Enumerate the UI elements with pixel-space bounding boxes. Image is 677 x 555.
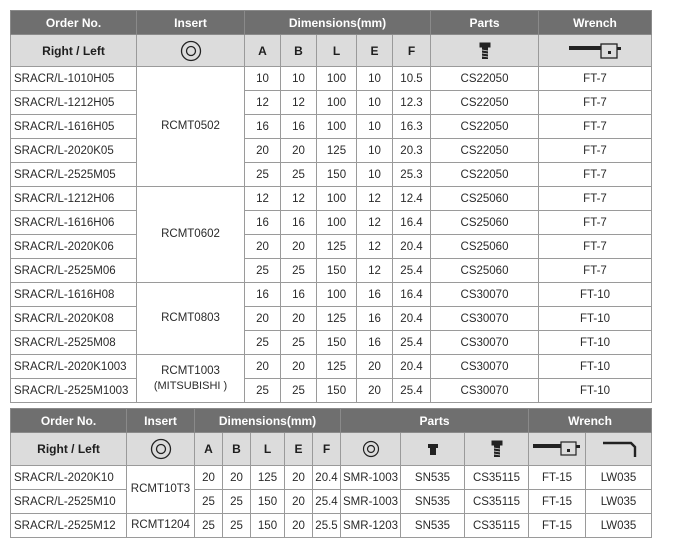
shim-icon-cell [341, 433, 401, 466]
dim-e-cell: 20 [357, 355, 393, 379]
dim-col-header: B [281, 35, 317, 67]
dim-a-cell: 20 [245, 307, 281, 331]
hex-key-cell: LW035 [586, 514, 652, 538]
dim-f-cell: 16.4 [393, 283, 431, 307]
wrench-cell: FT-10 [539, 283, 652, 307]
dim-e-cell: 12 [357, 259, 393, 283]
dim-f-cell: 25.4 [313, 490, 341, 514]
parts-cell: CS30070 [431, 307, 539, 331]
dim-e-cell: 10 [357, 67, 393, 91]
dim-b-cell: 25 [281, 331, 317, 355]
wrench-cell: FT-7 [539, 163, 652, 187]
dim-l-cell: 150 [317, 163, 357, 187]
dim-a-cell: 25 [245, 379, 281, 403]
wrench-cell: FT-7 [539, 67, 652, 91]
dim-f-cell: 20.4 [393, 307, 431, 331]
dim-col-header: A [195, 433, 223, 466]
wrench-cell: FT-7 [539, 211, 652, 235]
dim-f-cell: 20.3 [393, 139, 431, 163]
dimensions-header: Dimensions(mm) [195, 409, 341, 433]
dim-e-cell: 20 [357, 379, 393, 403]
table-row [11, 514, 652, 538]
tooling-spec-table [10, 10, 652, 403]
wrench-cell: FT-7 [539, 235, 652, 259]
insert-icon-cell [127, 433, 195, 466]
dim-l-cell: 125 [317, 235, 357, 259]
insert-cell [137, 187, 245, 283]
order-number-cell: SRACR/L-1212H05 [11, 91, 137, 115]
order-number-cell: SRACR/L-1616H06 [11, 211, 137, 235]
shim-screw-icon-cell [401, 433, 465, 466]
dim-e-cell: 10 [357, 139, 393, 163]
dim-col-header: F [393, 35, 431, 67]
wrench-header: Wrench [539, 11, 652, 35]
dim-l-cell: 125 [317, 355, 357, 379]
dim-l-cell: 150 [317, 379, 357, 403]
dim-b-cell: 25 [223, 490, 251, 514]
dim-b-cell: 20 [223, 466, 251, 490]
dim-l-cell: 100 [317, 211, 357, 235]
order-number-cell: SRACR/L-2525M1003 [11, 379, 137, 403]
dim-a-cell: 25 [195, 514, 223, 538]
dim-a-cell: 25 [245, 259, 281, 283]
shim-screw-cell: SN535 [401, 490, 465, 514]
insert-cell: RCMT10T3 [127, 466, 195, 514]
table-row [11, 307, 652, 331]
dim-e-cell: 12 [357, 235, 393, 259]
shim-cell: SMR-1203 [341, 514, 401, 538]
dim-f-cell: 25.3 [393, 163, 431, 187]
t-wrench-icon-cell [529, 433, 586, 466]
dim-a-cell: 20 [245, 355, 281, 379]
dim-f-cell: 20.4 [313, 466, 341, 490]
dim-l-cell: 100 [317, 187, 357, 211]
subheader-row [11, 35, 652, 67]
wrench-cell: FT-7 [539, 259, 652, 283]
header-row [11, 409, 652, 433]
dim-b-cell: 20 [281, 307, 317, 331]
shim-screw-cell: SN535 [401, 514, 465, 538]
dim-e-cell: 16 [357, 307, 393, 331]
dim-l-cell: 100 [317, 115, 357, 139]
dim-l-cell: 125 [317, 139, 357, 163]
dim-l-cell: 100 [317, 91, 357, 115]
dim-a-cell: 25 [245, 163, 281, 187]
insert-code: RCMT1003 [161, 364, 220, 377]
clamp-screw-cell: CS35115 [465, 490, 529, 514]
hex-key-icon [601, 440, 637, 458]
dim-col-header: L [317, 35, 357, 67]
dim-e-cell: 20 [285, 490, 313, 514]
dim-f-cell: 12.4 [393, 187, 431, 211]
clamp-screw-icon-cell [465, 433, 529, 466]
dim-col-header: E [357, 35, 393, 67]
t-wrench-cell: FT-15 [529, 466, 586, 490]
dim-l-cell: 100 [317, 283, 357, 307]
dim-b-cell: 12 [281, 91, 317, 115]
dim-b-cell: 16 [281, 211, 317, 235]
table-row [11, 379, 652, 403]
dim-f-cell: 12.3 [393, 91, 431, 115]
wrench-header: Wrench [529, 409, 652, 433]
header-row [11, 11, 652, 35]
dim-f-cell: 25.4 [393, 259, 431, 283]
dim-a-cell: 12 [245, 91, 281, 115]
parts-cell: CS25060 [431, 211, 539, 235]
dim-f-cell: 25.5 [313, 514, 341, 538]
dim-b-cell: 25 [281, 379, 317, 403]
dim-f-cell: 20.4 [393, 235, 431, 259]
dim-b-cell: 16 [281, 115, 317, 139]
dim-e-cell: 20 [285, 466, 313, 490]
order-number-cell: SRACR/L-2020K10 [11, 466, 127, 490]
dim-e-cell: 12 [357, 187, 393, 211]
dim-e-cell: 10 [357, 115, 393, 139]
hex-key-cell: LW035 [586, 466, 652, 490]
dim-b-cell: 16 [281, 283, 317, 307]
parts-cell: CS25060 [431, 235, 539, 259]
parts-cell: CS22050 [431, 115, 539, 139]
dim-col-header: F [313, 433, 341, 466]
dim-a-cell: 20 [245, 235, 281, 259]
order-no-header: Order No. [11, 409, 127, 433]
insert-code: RCMT0602 [161, 228, 220, 240]
order-number-cell: SRACR/L-2020K05 [11, 139, 137, 163]
shim-cell: SMR-1003 [341, 490, 401, 514]
wrench-cell: FT-7 [539, 187, 652, 211]
dim-e-cell: 12 [357, 211, 393, 235]
dimensions-header: Dimensions(mm) [245, 11, 431, 35]
order-no-header: Order No. [11, 11, 137, 35]
table-row [11, 67, 652, 91]
subheader-row [11, 433, 652, 466]
parts-cell: CS30070 [431, 379, 539, 403]
dim-l-cell: 150 [251, 490, 285, 514]
order-number-cell: SRACR/L-1010H05 [11, 67, 137, 91]
dim-col-header: L [251, 433, 285, 466]
insert-circle-icon [180, 40, 202, 62]
dim-a-cell: 16 [245, 115, 281, 139]
dim-f-cell: 20.4 [393, 355, 431, 379]
order-number-cell: SRACR/L-1616H05 [11, 115, 137, 139]
dim-l-cell: 100 [317, 67, 357, 91]
table-row [11, 163, 652, 187]
dim-f-cell: 25.4 [393, 331, 431, 355]
clamp-screw-cell: CS35115 [465, 514, 529, 538]
right-left-header: Right / Left [11, 35, 137, 67]
dim-a-cell: 20 [195, 466, 223, 490]
wrench-cell: FT-10 [539, 331, 652, 355]
order-number-cell: SRACR/L-2020K1003 [11, 355, 137, 379]
table-row [11, 490, 652, 514]
dim-b-cell: 20 [281, 139, 317, 163]
table-row [11, 331, 652, 355]
hex-key-icon-cell [586, 433, 652, 466]
order-number-cell: SRACR/L-1212H06 [11, 187, 137, 211]
table-row [11, 139, 652, 163]
dim-e-cell: 10 [357, 163, 393, 187]
dim-b-cell: 10 [281, 67, 317, 91]
table-row [11, 91, 652, 115]
wrench-cell: FT-10 [539, 379, 652, 403]
dim-f-cell: 10.5 [393, 67, 431, 91]
parts-cell: CS22050 [431, 91, 539, 115]
parts-cell: CS30070 [431, 331, 539, 355]
insert-cell: RCMT1204 [127, 514, 195, 538]
dim-e-cell: 16 [357, 331, 393, 355]
t-wrench-cell: FT-15 [529, 490, 586, 514]
order-number-cell: SRACR/L-2020K06 [11, 235, 137, 259]
wrench-cell: FT-7 [539, 91, 652, 115]
dim-b-cell: 25 [281, 259, 317, 283]
wrench-cell: FT-7 [539, 139, 652, 163]
order-number-cell: SRACR/L-2020K08 [11, 307, 137, 331]
clamp-screw-cell: CS35115 [465, 466, 529, 490]
dim-col-header: A [245, 35, 281, 67]
dim-a-cell: 16 [245, 283, 281, 307]
parts-cell: CS25060 [431, 259, 539, 283]
dim-b-cell: 20 [281, 355, 317, 379]
t-wrench-icon [568, 42, 622, 60]
parts-cell: CS22050 [431, 139, 539, 163]
dim-e-cell: 20 [285, 514, 313, 538]
hex-key-cell: LW035 [586, 490, 652, 514]
wrench-cell: FT-10 [539, 355, 652, 379]
dim-col-header: E [285, 433, 313, 466]
order-number-cell: SRACR/L-2525M10 [11, 490, 127, 514]
table-row [11, 235, 652, 259]
order-number-cell: SRACR/L-2525M05 [11, 163, 137, 187]
parts-cell: CS25060 [431, 187, 539, 211]
dim-l-cell: 150 [317, 259, 357, 283]
parts-cell: CS30070 [431, 355, 539, 379]
table-row [11, 211, 652, 235]
dim-a-cell: 16 [245, 211, 281, 235]
table-row [11, 355, 652, 379]
dim-a-cell: 10 [245, 67, 281, 91]
dim-col-header: B [223, 433, 251, 466]
tooling-spec-table-2 [10, 408, 652, 538]
dim-f-cell: 16.4 [393, 211, 431, 235]
dim-e-cell: 16 [357, 283, 393, 307]
screw-icon [491, 440, 503, 458]
parts-header: Parts [431, 11, 539, 35]
parts-header: Parts [341, 409, 529, 433]
insert-cell [137, 283, 245, 355]
t-wrench-cell: FT-15 [529, 514, 586, 538]
insert-header: Insert [137, 11, 245, 35]
dim-a-cell: 25 [195, 490, 223, 514]
dim-b-cell: 25 [281, 163, 317, 187]
dim-f-cell: 16.3 [393, 115, 431, 139]
table-row [11, 283, 652, 307]
dim-b-cell: 20 [281, 235, 317, 259]
dim-l-cell: 125 [317, 307, 357, 331]
insert-cell [137, 67, 245, 187]
dim-l-cell: 150 [317, 331, 357, 355]
dim-a-cell: 25 [245, 331, 281, 355]
shim-screw-cell: SN535 [401, 466, 465, 490]
right-left-header: Right / Left [11, 433, 127, 466]
insert-maker: (MITSUBISHI ) [153, 379, 228, 392]
dim-b-cell: 12 [281, 187, 317, 211]
dim-a-cell: 20 [245, 139, 281, 163]
table-row [11, 187, 652, 211]
parts-cell: CS22050 [431, 67, 539, 91]
dim-a-cell: 12 [245, 187, 281, 211]
order-number-cell: SRACR/L-2525M08 [11, 331, 137, 355]
parts-cell: CS22050 [431, 163, 539, 187]
wrench-cell: FT-10 [539, 307, 652, 331]
table-row [11, 259, 652, 283]
order-number-cell: SRACR/L-2525M12 [11, 514, 127, 538]
insert-code: RCMT0502 [161, 120, 220, 132]
order-number-cell: SRACR/L-2525M06 [11, 259, 137, 283]
parts-icon-cell [431, 35, 539, 67]
shim-cell: SMR-1003 [341, 466, 401, 490]
insert-header: Insert [127, 409, 195, 433]
dim-f-cell: 25.4 [393, 379, 431, 403]
dim-l-cell: 150 [251, 514, 285, 538]
wrench-icon-cell [539, 35, 652, 67]
insert-circle-icon [150, 438, 172, 460]
table-row [11, 115, 652, 139]
t-wrench-icon [532, 441, 582, 457]
insert-icon-cell [137, 35, 245, 67]
insert-code: RCMT0803 [161, 312, 220, 324]
order-number-cell: SRACR/L-1616H08 [11, 283, 137, 307]
screw-icon [479, 42, 491, 60]
dim-l-cell: 125 [251, 466, 285, 490]
insert-cell [137, 355, 245, 403]
short-screw-icon [428, 444, 438, 456]
insert-circle-icon [362, 440, 380, 458]
parts-cell: CS30070 [431, 283, 539, 307]
dim-b-cell: 25 [223, 514, 251, 538]
wrench-cell: FT-7 [539, 115, 652, 139]
dim-e-cell: 10 [357, 91, 393, 115]
table-row [11, 466, 652, 490]
